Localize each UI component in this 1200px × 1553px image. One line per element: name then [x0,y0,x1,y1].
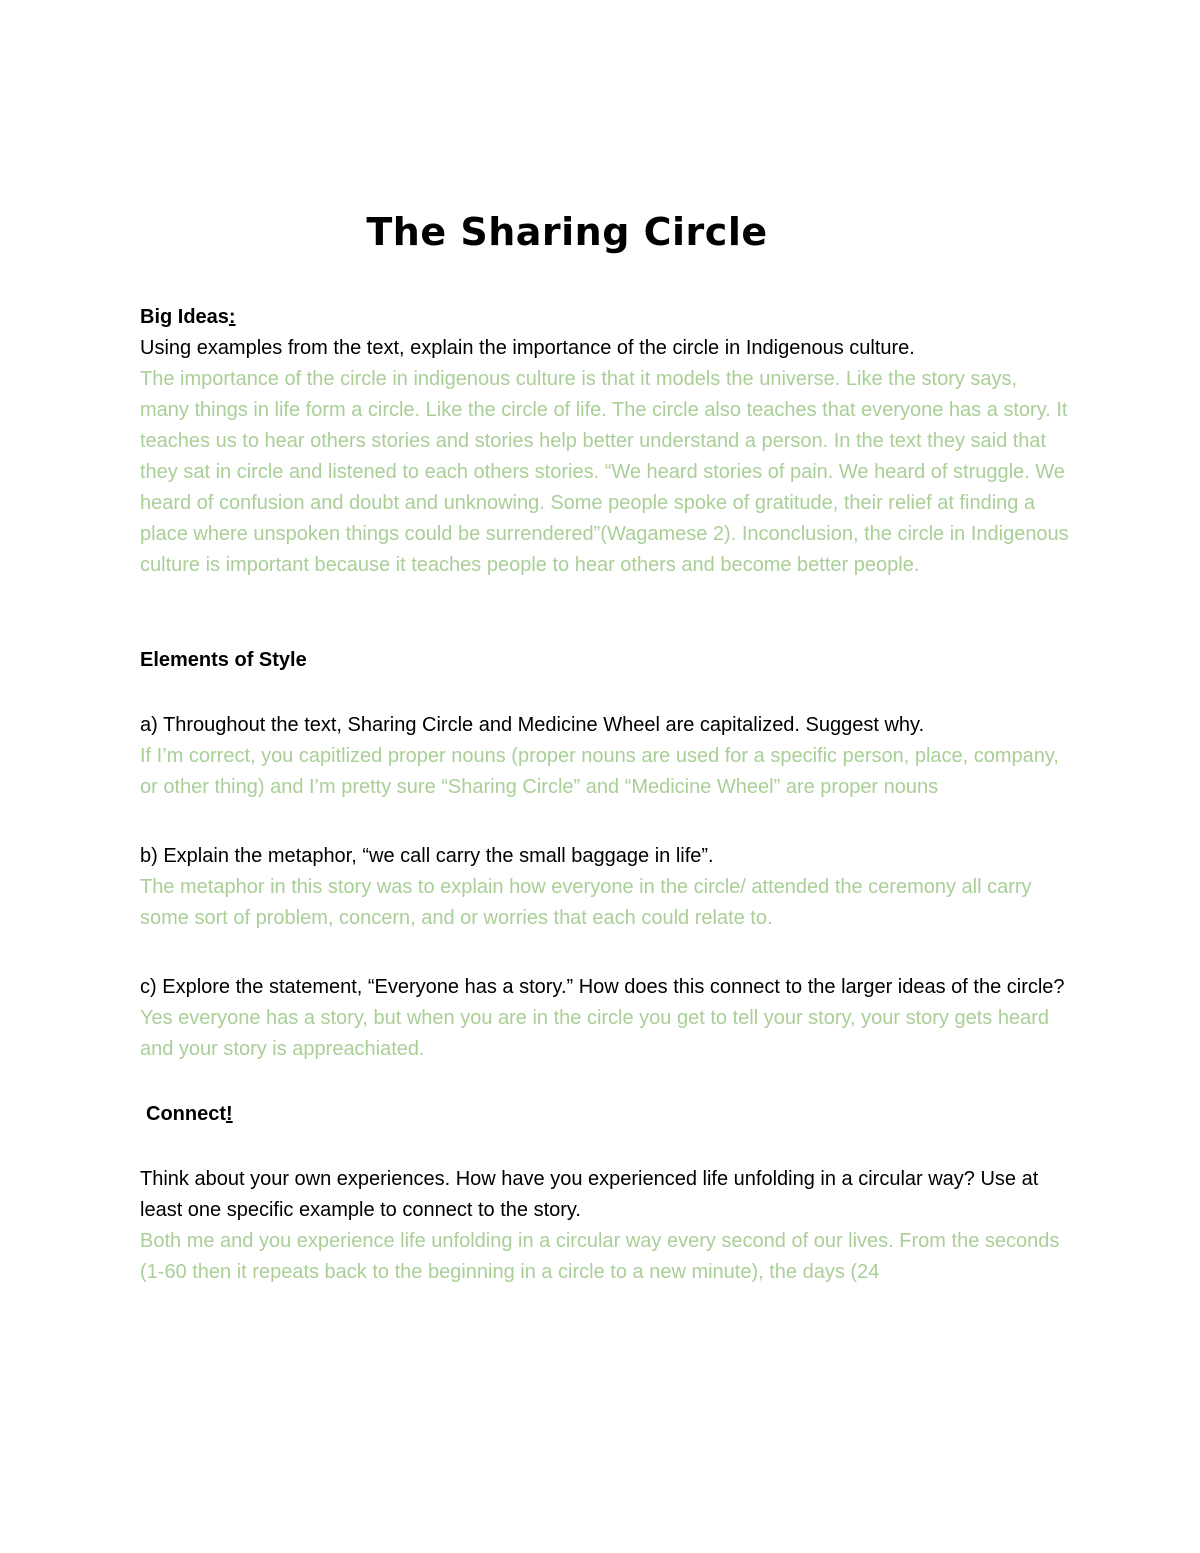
connect-answer: Both me and you experience life unfolding in a circular way every second of our lives. From the seconds (1-60 then it repeats back to the beginning in a circle to a new minute), the days (24 [140,1230,1060,1283]
connect-heading [140,1099,1070,1130]
big-ideas-answer: The importance of the circle in indigenous culture is that it models the universe. Like the story says, many things in life form a circle. Like the circle of life. The circle also teaches that everyone has a story. It teaches us to hear others stories and stories help better understand a person. In the text they said that they sat in circle and listened to each others stories. “We heard stories of pain. We heard of struggle. We heard of confusion and doubt and unknowing. Some people spoke of gratitude, their relief at finding a place where unspoken things could be surrendered”(Wagamese 2). Inconclusion, the circle in Indigenous culture is important because it teaches people to hear others and become better people. [140,368,1069,576]
answer-b: The metaphor in this story was to explain how everyone in the circle/ attended the ceremony all carry some sort of problem, concern, and or worries that each could relate to. [140,876,1032,929]
question-c [140,972,1070,1003]
big-ideas-question: Using examples from the text, explain the importance of the circle in Indigenous culture. [140,337,915,359]
connect-heading-suffix: ! [226,1103,233,1125]
question-a: a) Throughout the text, Sharing Circle and Medicine Wheel are capitalized. Suggest why. [140,714,925,736]
question-c-text: Explore the statement, “Everyone has a story.” How does this connect to the larger ideas of the circle? [162,976,1065,998]
spacer [140,803,1070,841]
big-ideas-heading-suffix: : [228,306,236,328]
spacer [140,1130,1070,1164]
big-ideas-heading-text: Big Ideas [140,306,229,328]
answer-a: If I’m correct, you capitlized proper nouns (proper nouns are used for a specific person, place, company, or other thing) and I’m pretty sure “Sharing Circle” and “Medicine Wheel” are proper nouns [140,745,1059,798]
connect-question: Think about your own experiences. How have you experienced life unfolding in a circular way? Use at least one specific example to connect to the story. [140,1168,1039,1221]
document-body [140,302,1070,1288]
spacer [140,676,1070,710]
question-c-block [140,972,1070,1003]
answer-c: Yes everyone has a story, but when you are in the circle you get to tell your story, your story gets heard and your story is appreachiated. [140,1007,1049,1060]
elements-of-style-heading: Elements of Style [140,649,307,671]
big-ideas-heading [140,302,1070,333]
spacer [140,581,1070,645]
spacer [140,1065,1070,1099]
question-b: b) Explain the metaphor, “we call carry the small baggage in life”. [140,845,714,867]
spacer [140,934,1070,972]
page-title: The Sharing Circle [366,210,768,254]
question-c-label: c) [140,976,157,998]
connect-heading-text: Connect [146,1103,226,1125]
